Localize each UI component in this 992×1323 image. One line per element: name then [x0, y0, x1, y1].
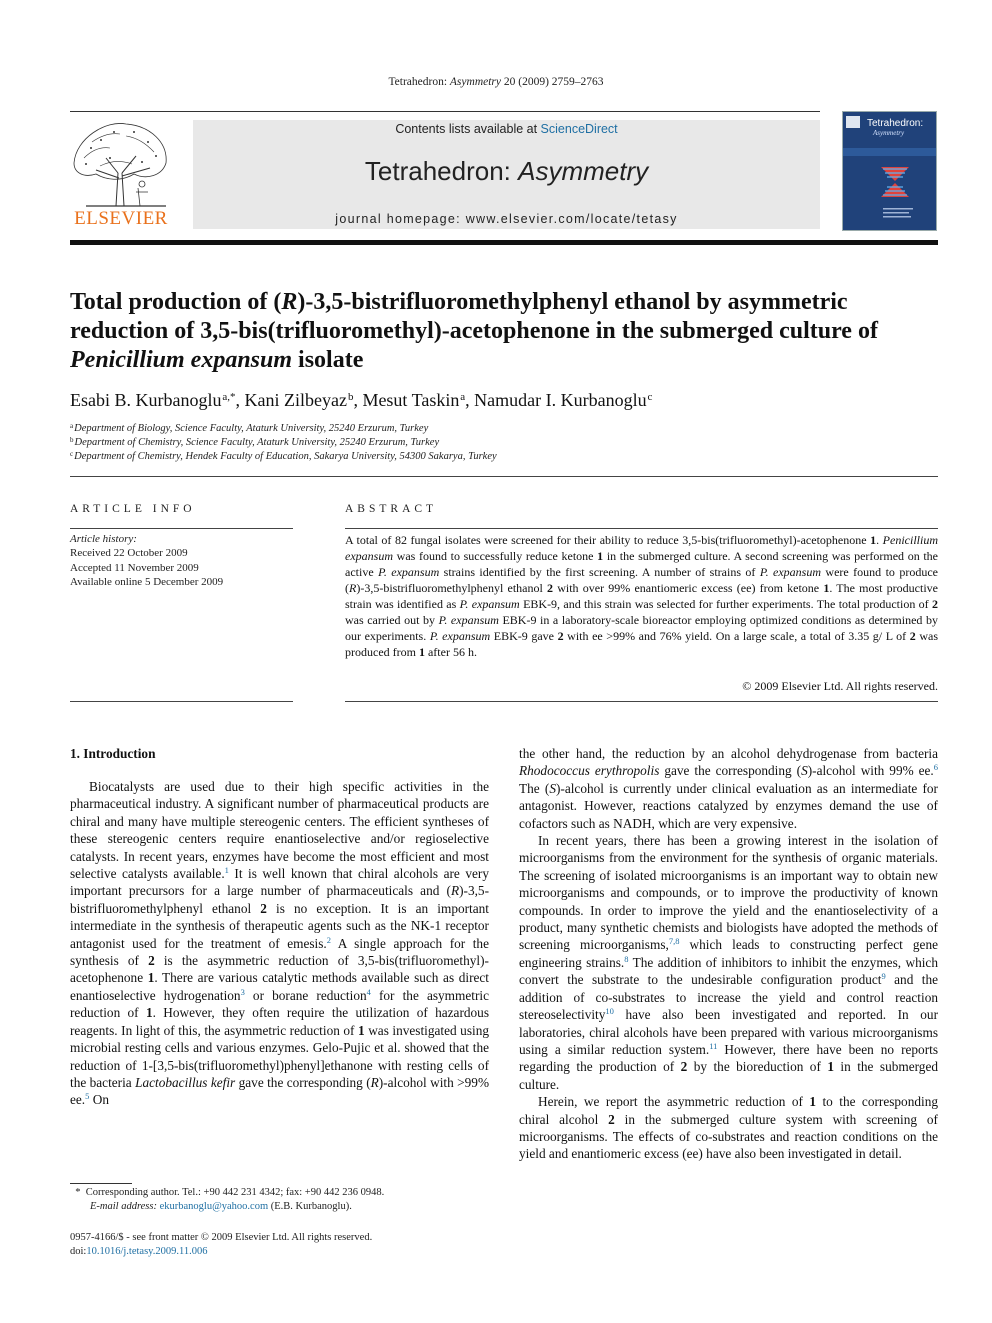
author-name[interactable]: Namudar I. Kurbanoglu [474, 390, 647, 410]
section-heading-introduction: 1. Introduction [70, 746, 156, 761]
elsevier-wordmark: ELSEVIER [74, 208, 168, 229]
author-email-link[interactable]: ekurbanoglu@yahoo.com [159, 1201, 269, 1212]
author-affiliation-marker[interactable]: c [647, 391, 653, 403]
cover-title: Tetrahedron: [867, 118, 924, 129]
body-column-right [519, 745, 938, 1163]
article-info-heading: ARTICLE INFO [70, 503, 196, 515]
journal-cover-thumbnail[interactable] [842, 111, 937, 231]
author-name[interactable]: Mesut Taskin [362, 390, 460, 410]
author-name[interactable]: Kani Zilbeyaz [244, 390, 348, 410]
issn-doi-block: 0957-4166/$ - see front matter © 2009 Elsevier Ltd. All rights reserved. doi:10.1016/j.tetasy.2009.11.006 [70, 1232, 373, 1257]
article-title: Total production of (R)-3,5-bistrifluoromethylphenyl ethanol by asymmetric reduction of 3,5-bis(trifluoromethyl)-acetophenone in the submerged culture of Penicillium expansum isolate [70, 289, 878, 373]
paragraph: the other hand, the reduction by an alcohol dehydrogenase from bacteria Rhodococcus erythropolis gave the corresponding (S)-alcohol with 99% ee.$^6$ The (S)-alcohol is currently under clinical evaluation as an intermediate for antagonist. However, reactions catalyzed by enzymes demand the use of cofactors such as NADH, which are very expensive. [519, 746, 939, 831]
footnote-rule [70, 1183, 132, 1184]
author-list: Esabi B. Kurbanoglu $^{a,*}$, Kani Zilbeyaz $^b$, Mesut Taskin $^a$, Namudar I. Kurbanoglu $^c$ [70, 390, 653, 410]
header-heavy-rule [70, 240, 938, 245]
author-name[interactable]: Esabi B. Kurbanoglu [70, 390, 222, 410]
section-divider [70, 476, 938, 477]
journal-citation: Tetrahedron: Asymmetry 20 (2009) 2759–2763 [388, 76, 604, 88]
journal-homepage[interactable]: journal homepage: www.elsevier.com/locate/tetasy [335, 212, 678, 226]
paragraph: Herein, we report the asymmetric reduction of 1 to the corresponding chiral alcohol 2 in the submerged culture system with screening of microorganisms. The effects of co-substrates and reaction conditions on the yield and enantiomeric excess (ee) have also been investigated in detail. [519, 1094, 938, 1162]
doi-link[interactable]: 10.1016/j.tetasy.2009.11.006 [86, 1246, 208, 1257]
paragraph: In recent years, there has been a growing interest in the isolation of microorganisms from the environment for the synthesis of organic materials. The screening of isolated microorganisms is an important way to obtain new microorganisms and compounds, or to improve the productivity of known compounds. In order to improve the yield and the enantioselectivity of a product, many synthetic chemists and biologists have adopted the methods of screening microorganisms,$^{7,8}$ which leads to constructing perfect gene engineering strains.$^8$ The addition of inhibitors to inhibit the enzymes, which convert the substrate to the undesirable configuration product$^9$ and the addition of co-substrates to increase the yield and control reaction stereoselectivity$^{10}$ have also been investigated and reported. In our laboratories, chiral alcohols have been prepared with various microorganisms using a similar reduction system.$^{11}$ However, there have been no reports regarding the production of 2 by the bioreduction of 1 in the submerged culture. [519, 833, 939, 1092]
article-history: Article history: Received 22 October 2009 Accepted 11 November 2009 Available online 5 December 2009 [70, 533, 224, 588]
paragraph: Biocatalysts are used due to their high specific activities in the pharmaceutical industry. A significant number of pharmaceutical products are chiral and many have multiple stereogenic centers. The efficient syntheses of these stereogenic centers require enantioselective and/or regioselective catalysts. In recent years, enzymes have become the most efficient and most selective catalysts available.$^1$ It is well known that chiral alcohols are very important precursors for a large number of pharmaceuticals and (R)-3,5-bistrifluoromethylphenyl ethanol 2 is no exception. It is an important intermediate in the synthesis of therapeutic agents such as the NK-1 receptor antagonist used for the treatment of emesis.$^2$ A single approach for the synthesis of 2 is the asymmetric reduction of 3,5-bis(trifluoromethyl)-acetophenone 1. There are various catalytic methods available such as direct enantioselective hydrogenation$^3$ or borane reduction$^4$ for the asymmetric reduction of 1. However, they often require the utilization of hazardous reagents. In light of this, the asymmetric reduction of 1 was investigated using microbial resting cells and various enzymes. Gelo-Pujic et al. showed that the reduction of 1-[3,5-bis(trifluoromethyl)phenyl]ethanone with resting cells of the bacteria Lactobacillus kefir gave the corresponding (R)-alcohol with >99% ee.$^5$ On [70, 779, 490, 1108]
corresponding-author-footnote: * Corresponding author. Tel.: +90 442 231 4342; fax: +90 442 236 0948. E-mail address: ekurbanoglu@yahoo.com (E.B. Kurbanoglu). [70, 1187, 385, 1212]
author-affiliation-marker[interactable]: b [347, 391, 354, 403]
journal-name: Tetrahedron: Asymmetry [364, 156, 649, 186]
copyright-notice: © 2009 Elsevier Ltd. All rights reserved. [742, 679, 938, 693]
cover-subtitle: Asymmetry [873, 129, 905, 137]
abstract-rule [345, 528, 938, 529]
header-top-rule [70, 111, 820, 112]
affiliation-c: $^c$Department of Chemistry, Hendek Faculty of Education, Sakarya University, 54300 Sakarya, Turkey [70, 450, 497, 462]
elsevier-tree-icon [66, 118, 176, 208]
affiliation-a: $^a$Department of Biology, Science Faculty, Ataturk University, 25240 Erzurum, Turkey [70, 422, 429, 434]
abstract-heading: ABSTRACT [345, 503, 438, 515]
contents-availability-line: Contents lists available at ScienceDirect [395, 122, 618, 136]
body-column-left [70, 778, 489, 1109]
abstract-body: A total of 82 fungal isolates were screened for their ability to reduce 3,5-bis(trifluoromethyl)-acetophenone 1. Penicillium expansum was found to successfully reduce ketone 1 in the submerged culture. A second screening was performed on the active P. expansum strains identified by the first screening. A number of strains of P. expansum were found to produce (R)-3,5-bistrifluoromethylphenyl ethanol 2 with over 99% enantiomeric excess (ee) from ketone 1. The most productive strain was identified as P. expansum EBK-9, and this strain was selected for further experiments. The total production of 2 was carried out by P. expansum EBK-9 in a laboratory-scale bioreactor employing optimized conditions as determined by our experiments. P. expansum EBK-9 gave 2 with ee >99% and 76% yield. On a large scale, a total of 3.35 g/ L of 2 was produced from 1 after 56 h. [345, 533, 939, 659]
article-info-bottom-rule [70, 701, 293, 702]
author-affiliation-marker[interactable]: a,* [222, 391, 236, 403]
elsevier-logo[interactable] [66, 118, 176, 230]
affiliation-b: $^b$Department of Chemistry, Science Faculty, Ataturk University, 25240 Erzurum, Turkey [70, 436, 440, 448]
sciencedirect-link[interactable]: ScienceDirect [540, 122, 618, 136]
abstract-bottom-rule [345, 701, 938, 702]
article-info-rule [70, 528, 293, 529]
author-affiliation-marker[interactable]: a [460, 391, 466, 403]
